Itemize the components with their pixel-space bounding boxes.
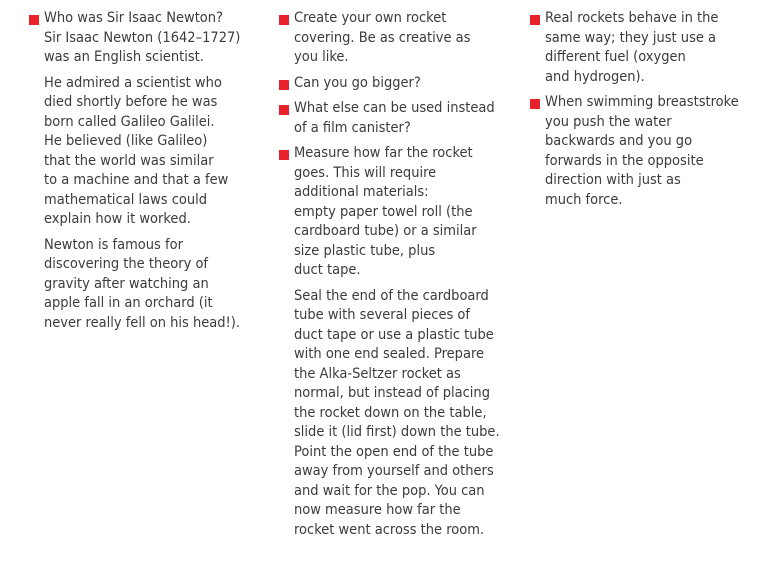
text-line: that the world was similar: [44, 152, 214, 169]
text-line: explain how it worked.: [44, 211, 191, 227]
text-line: He admired a scientist who: [44, 74, 222, 91]
column-2: [279, 9, 519, 546]
text-line: Sir Isaac Newton (1642–1727): [44, 29, 241, 46]
text-line: goes. This will require: [294, 164, 437, 181]
text-line: Create your own rocket: [294, 10, 447, 26]
text-line: now measure how far the: [294, 502, 461, 518]
text-line: of a film canister?: [294, 119, 411, 136]
paragraph: [29, 74, 269, 230]
text-line: same way; they just use a: [545, 29, 717, 46]
text-line: Real rockets behave in the: [545, 10, 719, 26]
bullet-item: [279, 144, 519, 281]
text-line: additional materials:: [294, 184, 429, 200]
column-3: [530, 9, 770, 216]
text-line: duct tape or use a plastic tube: [294, 326, 494, 343]
text-line: Can you go bigger?: [294, 74, 421, 91]
text-line: gravity after watching an: [44, 275, 209, 292]
text-line: never really fell on his head!).: [44, 314, 240, 331]
text-line: normal, but instead of placing: [294, 385, 490, 401]
text-line: mathematical laws could: [44, 191, 208, 208]
text-line: backwards and you go: [545, 133, 693, 149]
text-line: was an English scientist.: [44, 49, 204, 65]
text-line: rocket went across the room.: [294, 521, 485, 538]
text-line: with one end sealed. Prepare: [294, 346, 485, 362]
text-line: apple fall in an orchard (it: [44, 295, 213, 311]
text-line: the rocket down on the table,: [294, 404, 487, 421]
text-line: born called Galileo Galilei.: [44, 113, 215, 130]
bullet-item: [279, 9, 519, 68]
text-line: Measure how far the rocket: [294, 145, 473, 161]
bullet-item: [530, 93, 770, 210]
text-line: Seal the end of the cardboard: [294, 287, 489, 304]
text-line: empty paper towel roll (the: [294, 203, 473, 220]
text-line: and hydrogen).: [545, 68, 645, 85]
text-line: covering. Be as creative as: [294, 29, 471, 46]
text-line: the Alka-Seltzer rocket as: [294, 365, 461, 382]
text-line: duct tape.: [294, 262, 361, 278]
bullet-item: [279, 99, 519, 138]
bullet-item: [29, 9, 269, 68]
text-line: tube with several pieces of: [294, 307, 470, 323]
text-line: He believed (like Galileo): [44, 133, 208, 149]
text-line: When swimming breaststroke: [545, 94, 739, 110]
text-line: What else can be used instead: [294, 100, 495, 116]
paragraph: [279, 287, 519, 541]
text-line: died shortly before he was: [44, 94, 218, 110]
text-line: forwards in the opposite: [545, 152, 704, 169]
text-line: Newton is famous for: [44, 236, 183, 253]
bullet-item: [279, 74, 519, 94]
text-line: and wait for the pop. You can: [294, 482, 485, 499]
column-1: [29, 9, 269, 339]
text-line: slide it (lid first) down the tube.: [294, 424, 500, 440]
text-line: size plastic tube, plus: [294, 242, 436, 259]
text-line: much force.: [545, 191, 623, 208]
text-line: Point the open end of the tube: [294, 443, 494, 460]
text-line: cardboard tube) or a similar: [294, 223, 477, 239]
bullet-item: [530, 9, 770, 87]
text-line: you push the water: [545, 113, 672, 130]
text-line: Who was Sir Isaac Newton?: [44, 10, 223, 26]
text-line: discovering the theory of: [44, 256, 209, 272]
text-line: away from yourself and others: [294, 463, 494, 479]
text-line: different fuel (oxygen: [545, 49, 686, 65]
paragraph: [29, 236, 269, 334]
text-line: you like.: [294, 49, 349, 65]
text-line: to a machine and that a few: [44, 172, 229, 188]
text-line: direction with just as: [545, 172, 681, 188]
